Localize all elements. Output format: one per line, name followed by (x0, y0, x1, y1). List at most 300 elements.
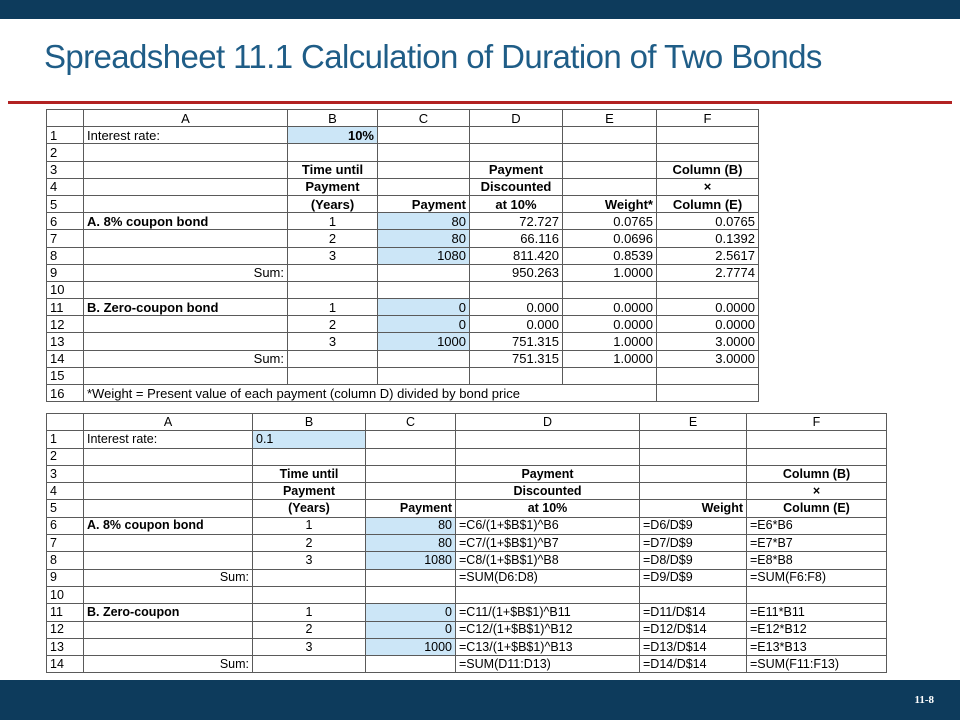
row-number: 1 (47, 431, 84, 448)
cell-value: at 10% (527, 501, 568, 516)
cell-c6 (366, 517, 456, 534)
underlined-value: =E8*B8 (750, 553, 793, 568)
row-number: 9 (47, 264, 84, 281)
cell-d11 (456, 604, 640, 621)
cell-f6 (747, 517, 887, 534)
cell-value: =D6/D$9 (643, 518, 693, 533)
cell-value: Discounted (480, 179, 552, 195)
cell-a9 (84, 569, 253, 586)
cell-c9 (378, 264, 470, 281)
row-number: 8 (47, 247, 84, 264)
cell-value: 1 (305, 518, 313, 533)
cell-a6 (84, 213, 288, 230)
cell-b12 (288, 316, 378, 333)
cell-value: Payment (521, 466, 574, 481)
cell-d8 (470, 247, 563, 264)
title-divider (8, 101, 952, 104)
cell-d12 (456, 621, 640, 638)
cell-value: 2 (305, 535, 313, 550)
cell-a2 (84, 448, 253, 465)
cell-b6 (288, 213, 378, 230)
cell-value: 950.263 (512, 265, 559, 281)
cell-b15 (288, 367, 378, 384)
row-number: 5 (47, 500, 84, 517)
cell-e9 (563, 264, 657, 281)
cell-value: =SUM(D11:D13) (459, 656, 551, 671)
sheet-row (47, 247, 759, 264)
cell-value: =E11*B11 (750, 604, 805, 619)
cell-d4 (470, 178, 563, 195)
cell-a7 (84, 535, 253, 552)
cell-value: 1080 (437, 248, 466, 264)
column-header-row (47, 110, 759, 127)
cell-a14 (84, 350, 288, 367)
cell-value: 80 (451, 213, 466, 229)
sheet-row (47, 483, 887, 500)
underlined-value: 3.0000 (715, 334, 755, 350)
sheet-row (47, 299, 759, 316)
corner-cell (47, 414, 84, 431)
cell-value: Sum: (253, 351, 284, 367)
cell-f9 (657, 264, 759, 281)
cell-d1 (456, 431, 640, 448)
cell-e5 (563, 195, 657, 212)
row-number: 1 (47, 127, 84, 144)
column-header: F (747, 414, 887, 431)
sheet-row (47, 161, 759, 178)
cell-e8 (640, 552, 747, 569)
cell-e10 (563, 281, 657, 298)
cell-value: 1000 (437, 334, 466, 350)
cell-value: 1.0000 (613, 351, 653, 367)
cell-a1 (84, 431, 253, 448)
cell-f8 (747, 552, 887, 569)
cell-value: (Years) (288, 501, 330, 516)
cell-e14 (563, 350, 657, 367)
cell-e15 (563, 367, 657, 384)
cell-e6 (563, 213, 657, 230)
column-header: F (657, 110, 759, 127)
cell-value: 0 (445, 604, 452, 619)
cell-f4 (747, 483, 887, 500)
cell-value: 2 (328, 316, 337, 332)
cell-b7 (288, 230, 378, 247)
cell-f9 (747, 569, 887, 586)
cell-e13 (640, 638, 747, 655)
row-number: 9 (47, 569, 84, 586)
cell-d2 (456, 448, 640, 465)
cell-a3 (84, 161, 288, 178)
cell-value: Payment (399, 501, 452, 516)
cell-c5 (378, 195, 470, 212)
cell-b6 (253, 517, 366, 534)
footnote-row (47, 385, 759, 402)
cell-e11 (640, 604, 747, 621)
cell-d2 (470, 144, 563, 161)
sheet-row (47, 621, 887, 638)
row-number: 10 (47, 281, 84, 298)
cell-f14 (657, 350, 759, 367)
cell-value: × (812, 483, 821, 498)
cell-value: =D12/D$14 (643, 622, 707, 637)
cell-e1 (563, 127, 657, 144)
cell-a12 (84, 621, 253, 638)
cell-e3 (640, 465, 747, 482)
cell-value: =SUM(D6:D8) (459, 570, 538, 585)
cell-a7 (84, 230, 288, 247)
cell-c6 (378, 213, 470, 230)
row-number: 3 (47, 465, 84, 482)
cell-c3 (366, 465, 456, 482)
cell-value: Payment (411, 196, 466, 212)
cell-value: Weight* (604, 196, 653, 212)
underlined-value: 2.5617 (715, 248, 755, 264)
cell-d3 (470, 161, 563, 178)
cell-b8 (288, 247, 378, 264)
cell-c8 (366, 552, 456, 569)
cell-value: 0 (445, 622, 452, 637)
cell-value: A. 8% coupon bond (87, 518, 204, 533)
cell-value: 80 (438, 518, 452, 533)
cell-value: Payment (488, 162, 544, 178)
cell-value: Discounted (513, 483, 582, 498)
cell-a11 (84, 604, 253, 621)
cell-value: B. Zero-coupon bond (87, 299, 219, 315)
cell-e4 (640, 483, 747, 500)
cell-e10 (640, 586, 747, 603)
row-number: 14 (47, 350, 84, 367)
cell-f7 (657, 230, 759, 247)
row-number: 11 (47, 299, 84, 316)
cell-c10 (366, 586, 456, 603)
column-header: B (288, 110, 378, 127)
cell-e1 (640, 431, 747, 448)
cell-value: =C7/(1+$B$1)^B7 (459, 535, 559, 550)
cell-c14 (378, 350, 470, 367)
cell-d11 (470, 299, 563, 316)
cell-value: 0.0000 (613, 316, 653, 332)
cell-a10 (84, 281, 288, 298)
cell-value: 1000 (424, 639, 452, 654)
sheet-row (47, 281, 759, 298)
cell-b10 (253, 586, 366, 603)
cell-c2 (378, 144, 470, 161)
underlined-value: 811.420 (512, 248, 559, 264)
cell-a8 (84, 247, 288, 264)
sheet-row (47, 569, 887, 586)
cell-value: 3 (305, 639, 313, 654)
cell-c12 (378, 316, 470, 333)
cell-f15 (657, 367, 759, 384)
cell-value: 66.116 (520, 230, 559, 246)
cell-d1 (470, 127, 563, 144)
underlined-value: =D8/D$9 (643, 553, 693, 568)
cell-e11 (563, 299, 657, 316)
row-number: 6 (47, 517, 84, 534)
cell-d7 (456, 535, 640, 552)
cell-value: 0 (458, 299, 466, 315)
cell-value: 0.000 (526, 316, 559, 332)
cell-value: =SUM(F6:F8) (750, 570, 827, 585)
cell-d14 (456, 656, 640, 673)
column-header: D (470, 110, 563, 127)
cell-d14 (470, 350, 563, 367)
cell-value: 3.0000 (715, 351, 755, 367)
cell-value: =D11/D$14 (643, 604, 706, 619)
cell-f10 (657, 281, 759, 298)
cell-b3 (253, 465, 366, 482)
cell-f1 (657, 127, 759, 144)
cell-a10 (84, 586, 253, 603)
cell-value: B. Zero-coupon (87, 604, 180, 619)
sheet-row (47, 465, 887, 482)
cell-c11 (366, 604, 456, 621)
cell-f14 (747, 656, 887, 673)
cell-c12 (366, 621, 456, 638)
cell-a11 (84, 299, 288, 316)
cell-f5 (747, 500, 887, 517)
cell-value: 0.0000 (715, 316, 755, 332)
row-number: 3 (47, 161, 84, 178)
cell-f12 (657, 316, 759, 333)
cell-value: 751.315 (512, 351, 559, 367)
cell-value: Column (B) (782, 466, 851, 481)
cell-b2 (253, 448, 366, 465)
cell-value: =E7*B7 (750, 535, 793, 550)
cell-value: =E6*B6 (750, 518, 793, 533)
cell-d3 (456, 465, 640, 482)
sheet-row (47, 144, 759, 161)
sheet-row (47, 127, 759, 144)
cell-value: =SUM(F11:F13) (750, 656, 840, 671)
cell-f4 (657, 178, 759, 195)
cell-value: =E12*B12 (750, 622, 807, 637)
cell-a5 (84, 195, 288, 212)
cell-a12 (84, 316, 288, 333)
cell-a6 (84, 517, 253, 534)
cell-c11 (378, 299, 470, 316)
row-number: 13 (47, 638, 84, 655)
row-number: 4 (47, 178, 84, 195)
cell-d10 (470, 281, 563, 298)
cell-a4 (84, 178, 288, 195)
cell-value: 0.1392 (715, 230, 755, 246)
cell-value: 1080 (424, 553, 452, 568)
corner-cell (47, 110, 84, 127)
sheet-row (47, 264, 759, 281)
cell-d10 (456, 586, 640, 603)
cell-value: 0.1 (256, 431, 274, 446)
cell-c1 (378, 127, 470, 144)
cell-value: 2 (328, 230, 337, 246)
row-number: 6 (47, 213, 84, 230)
sheet-row (47, 656, 887, 673)
sheet-row (47, 350, 759, 367)
cell-value: 0 (458, 316, 466, 332)
cell-a13 (84, 333, 288, 350)
cell-b11 (288, 299, 378, 316)
cell-f3 (747, 465, 887, 482)
underlined-value: 1.0000 (613, 334, 653, 350)
cell-b1 (253, 431, 366, 448)
formulas-spreadsheet (46, 413, 887, 673)
underlined-value: 0.8539 (613, 248, 653, 264)
cell-a8 (84, 552, 253, 569)
cell-c15 (378, 367, 470, 384)
underlined-value: 751.315 (512, 334, 559, 350)
cell-d15 (470, 367, 563, 384)
sheet-row (47, 333, 759, 350)
sheet-row (47, 195, 759, 212)
sheet-row (47, 431, 887, 448)
cell-f8 (657, 247, 759, 264)
cell-value: Column (B) (672, 162, 743, 178)
cell-value: 1 (305, 604, 313, 619)
sheet-row (47, 517, 887, 534)
cell-b13 (288, 333, 378, 350)
underlined-value: =E13*B13 (750, 639, 807, 654)
cell-value: Interest rate: (87, 431, 158, 446)
cell-b5 (253, 500, 366, 517)
cell-f1 (747, 431, 887, 448)
cell-f2 (747, 448, 887, 465)
cell-value: 0.0765 (715, 213, 755, 229)
cell-e3 (563, 161, 657, 178)
cell-e8 (563, 247, 657, 264)
cell-value: 3 (328, 248, 337, 264)
cell-value: 80 (438, 535, 452, 550)
cell-b8 (253, 552, 366, 569)
cell-c7 (378, 230, 470, 247)
cell-d7 (470, 230, 563, 247)
cell-a5 (84, 500, 253, 517)
cell-c14 (366, 656, 456, 673)
cell-e4 (563, 178, 657, 195)
row-number: 10 (47, 586, 84, 603)
row-number: 5 (47, 195, 84, 212)
cell-b9 (288, 264, 378, 281)
row-number: 12 (47, 621, 84, 638)
cell-c5 (366, 500, 456, 517)
cell-a1 (84, 127, 288, 144)
cell-c10 (378, 281, 470, 298)
cell-f11 (747, 604, 887, 621)
cell-b14 (288, 350, 378, 367)
row-number: 11 (47, 604, 84, 621)
underlined-value: =C13/(1+$B$1)^B13 (459, 639, 573, 654)
cell-a9 (84, 264, 288, 281)
cell-a14 (84, 656, 253, 673)
slide-title: Spreadsheet 11.1 Calculation of Duration of Two Bonds (44, 38, 822, 75)
cell-value: (Years) (310, 196, 355, 212)
cell-b4 (253, 483, 366, 500)
cell-f13 (657, 333, 759, 350)
cell-value: 0.0000 (613, 299, 653, 315)
cell-f16 (657, 385, 759, 402)
cell-d4 (456, 483, 640, 500)
row-number: 12 (47, 316, 84, 333)
column-header: C (366, 414, 456, 431)
cell-value: =D14/D$14 (643, 656, 707, 671)
cell-b9 (253, 569, 366, 586)
sheet-row (47, 230, 759, 247)
cell-e9 (640, 569, 747, 586)
column-header: A (84, 110, 288, 127)
cell-d9 (456, 569, 640, 586)
column-header: E (640, 414, 747, 431)
cell-value: Payment (282, 483, 336, 498)
sheet-row (47, 448, 887, 465)
row-number: 8 (47, 552, 84, 569)
cell-value: Payment (305, 179, 360, 195)
cell-c2 (366, 448, 456, 465)
column-header: E (563, 110, 657, 127)
cell-a13 (84, 638, 253, 655)
cell-f3 (657, 161, 759, 178)
footnote-cell: *Weight = Present value of each payment (column D) divided by bond price (84, 385, 657, 402)
cell-value: Interest rate: (87, 127, 160, 143)
cell-f5 (657, 195, 759, 212)
cell-c9 (366, 569, 456, 586)
cell-value: 1 (328, 299, 337, 315)
cell-f6 (657, 213, 759, 230)
values-spreadsheet (46, 109, 759, 402)
cell-value: =C11/(1+$B$1)^B11 (459, 604, 571, 619)
cell-e14 (640, 656, 747, 673)
sheet-row (47, 586, 887, 603)
cell-value: 3 (328, 334, 337, 350)
cell-value: 72.727 (519, 213, 559, 229)
cell-value: Sum: (219, 656, 249, 671)
row-number: 2 (47, 448, 84, 465)
row-number: 7 (47, 535, 84, 552)
cell-value: 0.0000 (715, 299, 755, 315)
cell-value: Column (E) (672, 196, 743, 212)
cell-a2 (84, 144, 288, 161)
cell-d13 (456, 638, 640, 655)
cell-b7 (253, 535, 366, 552)
sheet-row (47, 213, 759, 230)
cell-b11 (253, 604, 366, 621)
cell-value: =C12/(1+$B$1)^B12 (459, 622, 573, 637)
row-number: 4 (47, 483, 84, 500)
cell-value: Time until (301, 162, 364, 178)
underlined-value: =D13/D$14 (643, 639, 707, 654)
cell-c4 (378, 178, 470, 195)
cell-f11 (657, 299, 759, 316)
cell-e7 (563, 230, 657, 247)
row-number: 2 (47, 144, 84, 161)
cell-value: 1.0000 (613, 265, 653, 281)
cell-value: 80 (451, 230, 466, 246)
sheet-row (47, 178, 759, 195)
cell-value: 0.000 (526, 299, 559, 315)
cell-b13 (253, 638, 366, 655)
cell-value: Column (E) (783, 501, 850, 516)
sheet-row (47, 604, 887, 621)
cell-f10 (747, 586, 887, 603)
cell-e13 (563, 333, 657, 350)
cell-b12 (253, 621, 366, 638)
sheet-row (47, 500, 887, 517)
cell-b10 (288, 281, 378, 298)
cell-e2 (563, 144, 657, 161)
cell-value: 0.0696 (613, 230, 653, 246)
cell-f7 (747, 535, 887, 552)
cell-b14 (253, 656, 366, 673)
underlined-value: =C8/(1+$B$1)^B8 (459, 553, 559, 568)
cell-value: Sum: (219, 570, 249, 585)
